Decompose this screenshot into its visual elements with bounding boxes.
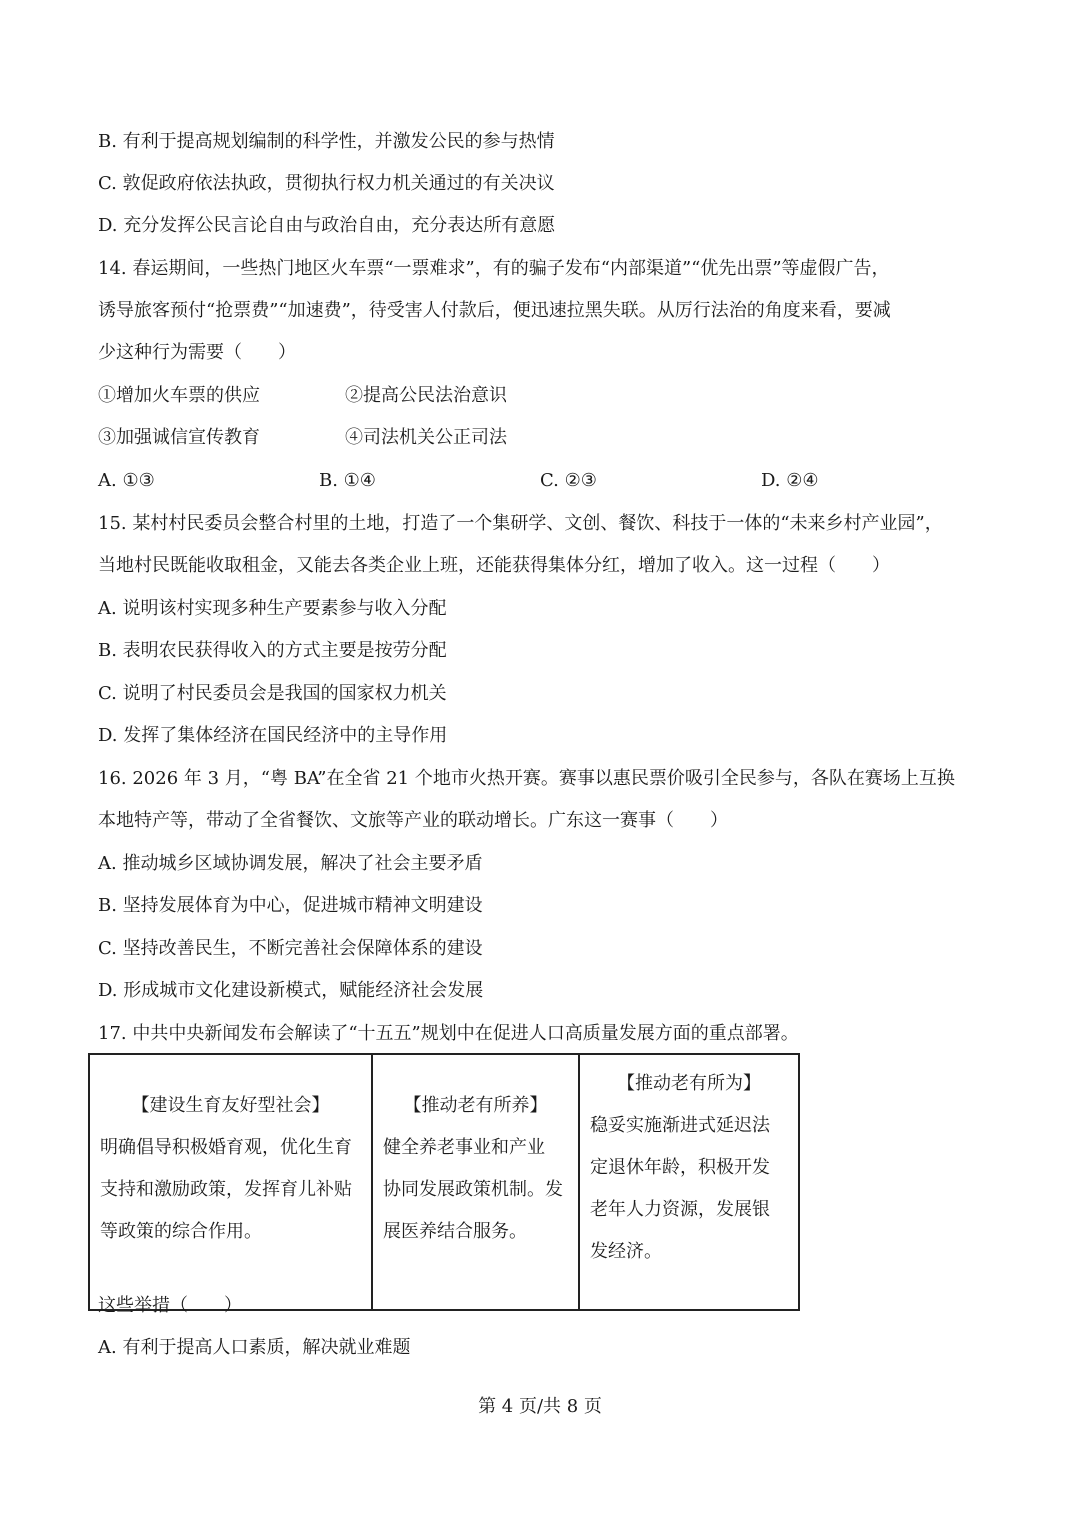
q14-item-3: ③加强诚信宣传教育 <box>98 427 260 448</box>
q17-cell-line: 展医养结合服务。 <box>383 1221 527 1242</box>
q17-policy-table <box>88 1053 800 1311</box>
q14-stem-line-2: 诱导旅客预付“抢票费”“加速费”，待受害人付款后，便迅速拉黑失联。从厉行法治的角度来看，要减 <box>98 300 891 321</box>
q17-cell-title: 【推动老有所为】 <box>617 1073 761 1094</box>
q17-after-table: 这些举措（ ） <box>98 1295 242 1316</box>
q15-option-d: D. 发挥了集体经济在国民经济中的主导作用 <box>98 725 448 746</box>
q16-option-c: C. 坚持改善民生，不断完善社会保障体系的建设 <box>98 938 483 959</box>
q17-cell-line: 发经济。 <box>590 1241 662 1262</box>
q17-cell-line: 定退休年龄，积极开发 <box>590 1157 770 1178</box>
q14-option-a: A. ①③ <box>98 470 155 491</box>
q15-option-c: C. 说明了村民委员会是我国的国家权力机关 <box>98 683 447 704</box>
q17-cell-line: 稳妥实施渐进式延迟法 <box>590 1115 770 1136</box>
q16-option-d: D. 形成城市文化建设新模式，赋能经济社会发展 <box>98 980 484 1001</box>
q14-stem-line-1: 14. 春运期间，一些热门地区火车票“一票难求”，有的骗子发布“内部渠道”“优先出票”等虚假广告， <box>98 258 890 279</box>
q14-option-c: C. ②③ <box>540 470 597 491</box>
q15-stem-line-1: 15. 某村村民委员会整合村里的土地，打造了一个集研学、文创、餐饮、科技于一体的“未来乡村产业园”， <box>98 513 943 534</box>
page-footer: 第 4 页/共 8 页 <box>478 1396 602 1417</box>
q17-cell-elderly-work <box>579 1054 799 1310</box>
q16-option-a: A. 推动城乡区域协调发展，解决了社会主要矛盾 <box>98 853 483 874</box>
q17-stem: 17. 中共中央新闻发布会解读了“十五五”规划中在促进人口高质量发展方面的重点部署。 <box>98 1023 799 1044</box>
q13-option-b: B. 有利于提高规划编制的科学性，并激发公民的参与热情 <box>98 131 555 152</box>
q17-cell-line: 协同发展政策机制。发 <box>383 1179 563 1200</box>
q14-item-4: ④司法机关公正司法 <box>345 427 507 448</box>
q14-stem-line-3: 少这种行为需要（ ） <box>98 342 296 363</box>
q15-option-b: B. 表明农民获得收入的方式主要是按劳分配 <box>98 640 447 661</box>
q14-item-2: ②提高公民法治意识 <box>345 385 507 406</box>
q17-cell-line: 支持和激励政策，发挥育儿补贴 <box>100 1179 352 1200</box>
q17-cell-title: 【推动老有所养】 <box>403 1095 548 1116</box>
q17-option-a: A. 有利于提高人口素质，解决就业难题 <box>98 1337 411 1358</box>
q17-cell-elderly-care <box>372 1054 579 1310</box>
q17-cell-fertility <box>89 1054 372 1310</box>
q15-option-a: A. 说明该村实现多种生产要素参与收入分配 <box>98 598 447 619</box>
q13-option-d: D. 充分发挥公民言论自由与政治自由，充分表达所有意愿 <box>98 215 556 236</box>
q17-cell-title: 【建设生育友好型社会】 <box>131 1095 330 1116</box>
q14-option-b: B. ①④ <box>319 470 376 491</box>
q17-cell-line: 等政策的综合作用。 <box>100 1221 262 1242</box>
q16-stem-line-1: 16. 2026 年 3 月，“粤 BA”在全省 21 个地市火热开赛。赛事以惠民票价吸引全民参与，各队在赛场上互换 <box>98 768 955 789</box>
q16-stem-line-2: 本地特产等，带动了全省餐饮、文旅等产业的联动增长。广东这一赛事（ ） <box>98 810 728 831</box>
q17-cell-line: 健全养老事业和产业 <box>383 1137 545 1158</box>
q14-item-1: ①增加火车票的供应 <box>98 385 260 406</box>
q14-option-d: D. ②④ <box>761 470 819 491</box>
q16-option-b: B. 坚持发展体育为中心，促进城市精神文明建设 <box>98 895 483 916</box>
q13-option-c: C. 敦促政府依法执政，贯彻执行权力机关通过的有关决议 <box>98 173 555 194</box>
q17-cell-line: 老年人力资源，发展银 <box>590 1199 770 1220</box>
q15-stem-line-2: 当地村民既能收取租金，又能去各类企业上班，还能获得集体分红，增加了收入。这一过程（ ） <box>98 555 890 576</box>
q17-cell-line: 明确倡导积极婚育观，优化生育 <box>100 1137 352 1158</box>
